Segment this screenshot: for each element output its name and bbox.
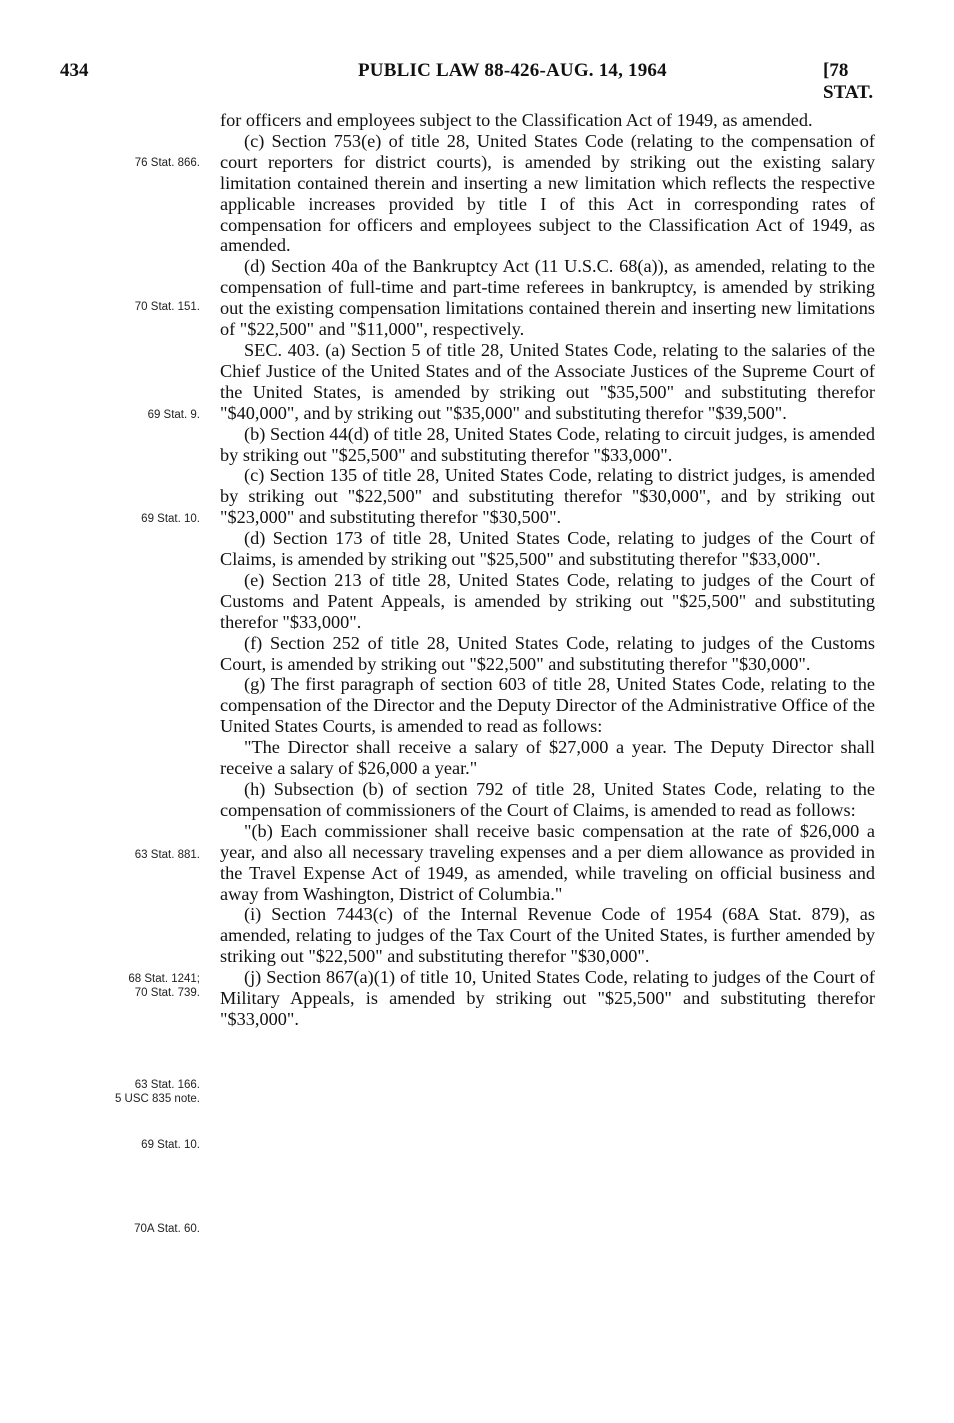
paragraph: (g) The first paragraph of section 603 of title 28, United States Code, relating to the compensation of the Director and the Deputy Director of the Administrative Office of the United States Courts, is amended to read as follows: [220,674,875,737]
margin-note: 69 Stat. 10. [141,513,200,525]
page-header [60,60,880,103]
margin-note: 69 Stat. 10. [141,1139,200,1151]
margin-note: 63 Stat. 166. [134,1079,200,1091]
paragraph: (e) Section 213 of title 28, United States Code, relating to judges of the Court of Customs and Patent Appeals, is amended by striking out "$25,500" and substituting therefor "$33,000". [220,569,875,632]
margin-note: 63 Stat. 881. [134,849,200,861]
quoted-paragraph: "The Director shall receive a salary of $27,000 a year. The Deputy Director shall receive a salary of $26,000 a year." [220,737,875,779]
paragraph: (c) Section 135 of title 28, United States Code, relating to district judges, is amended by striking out "$22,500" and substituting therefor "$30,000", and by striking out "$23,000" and substituting therefor "$30,500". [220,465,875,528]
paragraph: (b) Section 44(d) of title 28, United States Code, relating to circuit judges, is amended by striking out "$25,500" and substituting therefor "$33,000". [220,423,875,465]
margin-note: 70A Stat. 60. [134,1223,200,1235]
margin-note: 68 Stat. 1241; [128,973,200,985]
margin-note: 70 Stat. 739. [134,987,200,999]
paragraph: for officers and employees subject to the Classification Act of 1949, as amended. [220,110,813,130]
statute-reference: [78 STAT. [823,60,874,103]
quoted-paragraph: "(b) Each commissioner shall receive basic compensation at the rate of $26,000 a year, and also all necessary traveling expenses and a per diem allowance as provided in the Travel Expense Act of 1949, as amended, while traveling on official business and away from Washington, District of Columbia." [220,820,875,904]
page-number: 434 [60,60,89,81]
paragraph: (i) Section 7443(c) of the Internal Revenue Code of 1954 (68A Stat. 879), as amended, relating to judges of the Tax Court of the United States, is further amended by striking out "$22,500" and substituting therefor "$30,000". [220,904,875,967]
paragraph: SEC. 403. (a) Section 5 of title 28, United States Code, relating to the salaries of the Chief Justice of the United States and of the Associate Justices of the Supreme Court of the United States, is amended by striking out "$35,500" and substituting therefor "$40,000", and by striking out "$35,000" and substituting therefor "$39,500". [220,339,875,423]
paragraph: (j) Section 867(a)(1) of title 10, United States Code, relating to judges of the Court of Military Appeals, is amended by striking out "$25,500" and substituting therefor "$33,000". [220,967,875,1029]
margin-note: 5 USC 835 note. [114,1093,200,1105]
paragraph: (h) Subsection (b) of section 792 of title 28, United States Code, relating to the compensation of commissioners of the Court of Claims, is amended to read as follows: [220,779,875,820]
margin-note: 76 Stat. 866. [134,157,200,169]
paragraph: (d) Section 40a of the Bankruptcy Act (11 U.S.C. 68(a)), as amended, relating to the compensation of full-time and part-time referees in bankruptcy, is amended by striking out the existing compensation limitations contained therein and inserting new limitations of "$22,500" and "$11,000", respectively. [220,256,875,340]
margin-note: 70 Stat. 151. [134,301,200,313]
page-title: PUBLIC LAW 88-426-AUG. 14, 1964 [358,60,667,81]
statute-body [220,110,875,1030]
margin-note: 69 Stat. 9. [147,409,200,421]
paragraph: (f) Section 252 of title 28, United States Code, relating to judges of the Customs Court, is amended by striking out "$22,500" and substituting therefor "$30,000". [220,632,875,674]
paragraph: (c) Section 753(e) of title 28, United States Code (relating to the compensation of court reporters for district courts), is amended by striking out the existing salary limitation contained therein and inserting a new limitation which reflects the respective applicable increases provided by title I of this Act in corresponding rates of compensation for officers and employees subject to the Classification Act of 1949, as amended. [220,130,875,256]
paragraph: (d) Section 173 of title 28, United States Code, relating to judges of the Court of Claims, is amended by striking out "$25,500" and substituting therefor "$33,000". [220,528,875,570]
